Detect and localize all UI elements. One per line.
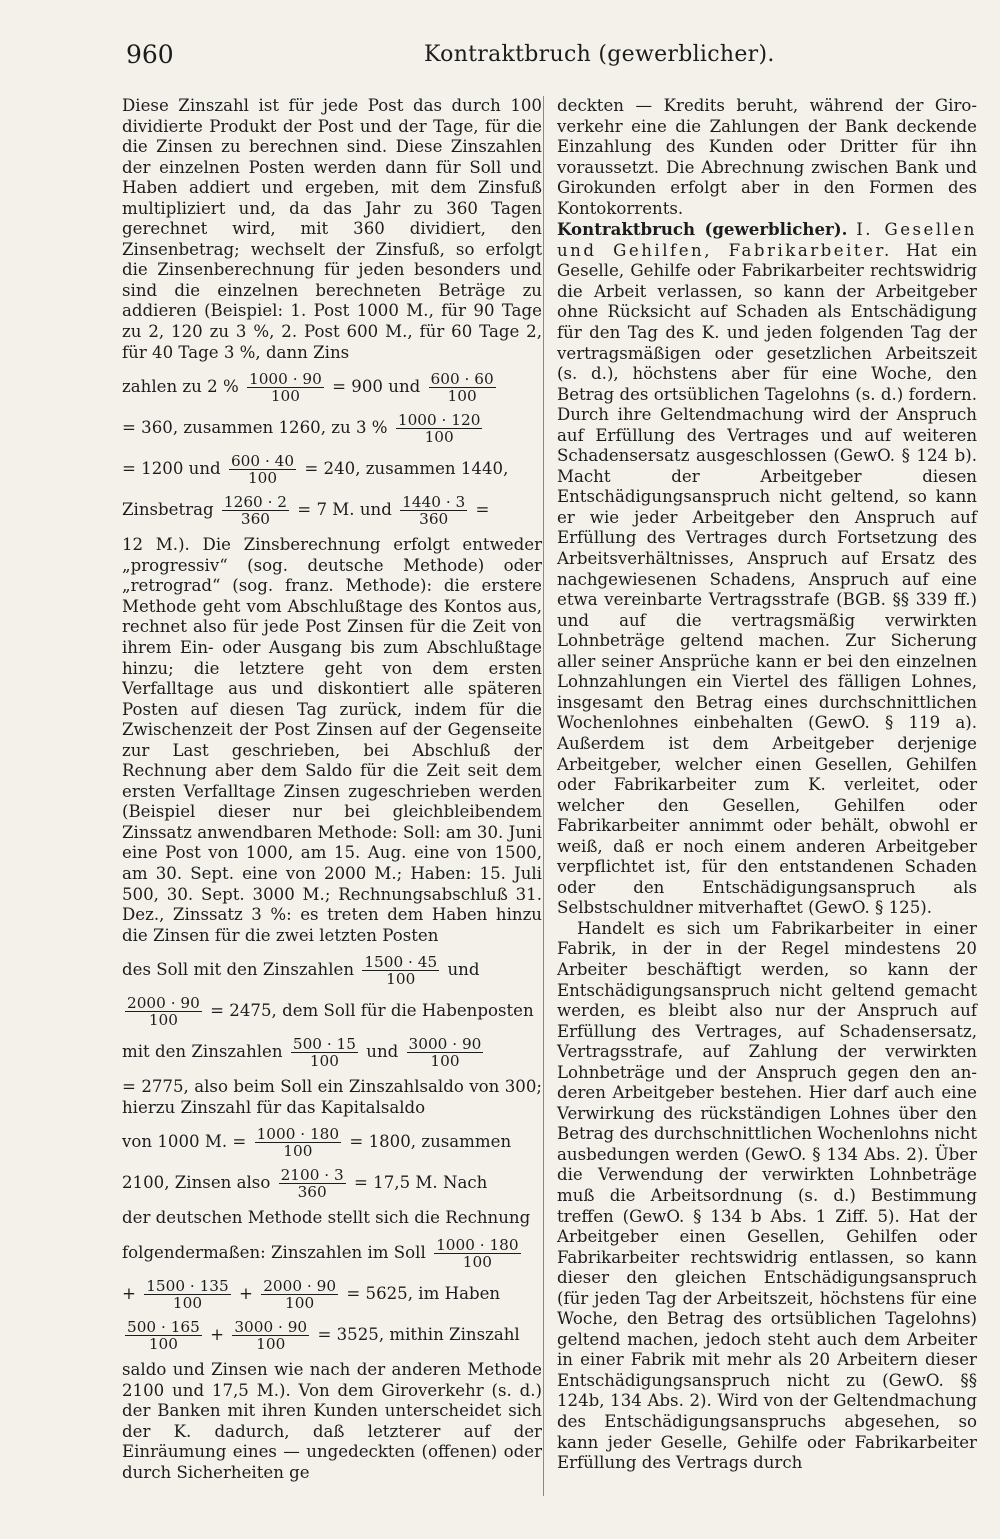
right-paragraph-1: deckten — Kredits beruht, während der Giroverkehr eine die Zahlungen der Bank deckende Einzahlung des Kunden oder Dritter für ihn voraussetzt. Die Abrechnung zwischen Bank und Girokunden erfolgt aber in den Formen des Kontokorrents. [557,96,977,218]
fraction [144,1278,231,1311]
denominator: 100 [386,970,416,989]
denominator: 100 [309,1052,339,1071]
equation-text: = 2475, dem Soll für die Habenposten [210,1001,534,1021]
equation-text: = 360, zusammen 1260, zu 3 % [122,418,388,438]
equation-line-9 [122,1167,542,1200]
equation-text: folgendermaßen: Zinszahlen im Soll [122,1242,426,1262]
equation-line-2 [122,412,542,445]
equation-text: des Soll mit den Zinszahlen [122,960,355,980]
denominator: 100 [283,1142,313,1161]
numerator: 3000 · 90 [408,1035,482,1054]
numerator: 500 · 165 [127,1318,200,1337]
numerator: 2100 · 3 [280,1166,344,1185]
numerator: 1000 · 180 [436,1235,519,1254]
equation-line-8 [122,1126,542,1159]
equation-text: = 3525, mithin Zinszahl [317,1325,520,1345]
equation-line-1 [122,371,542,404]
fraction [400,494,467,527]
denominator: 360 [297,1183,327,1202]
equation-text: und [366,1042,399,1062]
running-head: Kontraktbruch (gewerblicher). [424,42,775,67]
equation-line-7 [122,1036,542,1069]
equation-text: = 1200 und [122,459,221,479]
denominator: 100 [172,1294,203,1313]
equation-line-3 [122,453,542,486]
equation-text: + [210,1325,225,1345]
equation-text: von 1000 M. = [122,1132,247,1152]
equation-text: = 900 und [332,377,421,397]
fraction [429,371,496,404]
equation-text: = 5625, im Haben [346,1284,501,1304]
equation-text: = 240, zusammen 1440, [304,459,509,479]
denominator: 100 [148,1335,178,1354]
fraction [255,1126,342,1159]
fraction [279,1167,346,1200]
left-paragraph-1: Diese Zinszahl ist für jede Post das durch 100 dividierte Produkt der Post und der Tage, für die die Zinsen zu berechnen sind. Diese Zinszahlen der einzelnen Posten werden dann für Soll und Haben addiert und ergeben, mit dem Zinsfuß multipliziert und, da das Jahr zu 360 Tagen gerechnet wird, mit 360 dividiert, den Zinsenbetrag; wechselt der Zinsfuß, so erfolgt die Zinsenberechnung für jeden besonders und sind die einzelnen berechneten Beträge zu addieren (Beispiel: 1. Post 1000 M., für 90 Tage zu 2, 120 zu 3 %, 2. Post 600 M., für 60 Tage 2, für 40 Tage 3 %, dann Zins [122,96,542,362]
left-paragraph-3: = 2775, also beim Soll ein Zinszahlsaldo von 300; hierzu Zinszahl für das Kapitalsaldo [122,1077,542,1117]
denominator: 100 [148,1011,178,1030]
denominator: 100 [285,1294,315,1313]
equation-text: und [447,960,480,980]
numerator: 1500 · 45 [364,953,438,972]
denominator: 100 [462,1252,492,1271]
denominator: 100 [447,387,477,406]
fraction [362,954,439,987]
denominator: 100 [256,1335,286,1354]
numerator: 1000 · 90 [249,370,322,389]
numerator: 2000 · 90 [263,1277,337,1295]
fraction [229,453,296,486]
equation-line-11 [122,1278,542,1311]
equation-text: = 7 M. und [297,500,392,520]
equation-line-10 [122,1237,542,1270]
denominator: 100 [430,1052,460,1071]
entry-title: Kontraktbruch (gewerblicher). [557,219,848,240]
numerator: 1000 · 120 [397,411,481,430]
fraction [232,1319,309,1352]
numerator: 3000 · 90 [234,1318,308,1337]
equation-text: + [122,1284,136,1304]
fraction [247,371,324,404]
equation-line-5 [122,954,542,987]
numerator: 1000 · 180 [256,1125,340,1144]
numerator: 600 · 60 [430,370,494,389]
fraction [222,494,289,527]
equation-text: mit den Zinszahlen [122,1042,283,1062]
left-paragraph-5: saldo und Zinsen wie nach der anderen Methode 2100 und 17,5 M.). Von dem Giroverkehr (s. d.) der Banken mit ihren Kunden unterscheidet sich der K. dadurch, daß letzterer auf der Einräumung eines — ungedeckten (offenen) oder durch Sicherheiten ge [122,1360,542,1482]
left-column [122,96,542,1483]
equation-text: zahlen zu 2 % [122,377,239,397]
equation-line-6 [122,995,542,1028]
denominator: 360 [240,510,271,529]
entry-paragraph [557,219,977,919]
numerator: 1500 · 135 [146,1277,229,1295]
equation-text: = 1800, zusammen [349,1132,512,1152]
denominator: 100 [270,387,300,406]
equation-text: = [475,500,490,520]
left-paragraph-4: der deutschen Methode stellt sich die Rechnung [122,1208,531,1228]
numerator: 500 · 15 [292,1035,356,1054]
equation-text: Zinsbetrag [122,500,214,520]
numerator: 600 · 40 [230,452,295,471]
equation-line-4 [122,494,542,527]
numerator: 2000 · 90 [127,994,200,1013]
left-paragraph-2: 12 M.). Die Zinsberechnung erfolgt entweder „progressiv“ (sog. deutsche Methode) oder „retrograd“ (sog. franz. Methode): die erstere Methode geht vom Abschlußtage des Kontos aus, rechnet also für jede Post Zinsen für die Zeit von ihrem Ein- oder Ausgang bis zum Abschlußtage hinzu; die letztere geht von dem ersten Verfalltage aus und diskontiert alle späteren Posten auf diesen Tag zurück, indem für die Zwischenzeit der Post Zinsen auf der Gegenseite zur Last geschrieben, bei Abschluß der Rechnung aber dem Saldo für die Zeit seit dem ersten Verfalltage Zinsen zugeschrieben werden (Beispiel dieser nur bei gleichbleibendem Zinssatz anwendbaren Methode: Soll: am 30. Juni eine Post von 1000, am 15. Aug. eine von 1500, am 30. Sept. eine von 2000 M.; Haben: 15. Juli 500, 30. Sept. 3000 M.; Rechnungsabschluß 31. Dez., Zinssatz 3 %: es treten dem Haben hinzu die Zinsen für die zwei letzten Posten [122,535,542,945]
numerator: 1260 · 2 [223,493,288,512]
fraction [125,1319,202,1352]
fraction [291,1036,358,1069]
entry-text: Hat ein Geselle, Gehilfe oder Fabrikarbeiter rechtswidrig die Arbeit verlassen, so kann der Arbeitgeber ohne Rücksicht auf Schaden als Entschädigung für den Tag des K. und jeden folgenden Tag der vertragsmäßigen oder gesetzlichen Arbeitszeit (s. d.), höchstens aber für eine Woche, den Betrag des ortsüblichen Tagelohns (s. d.) fordern. Durch ihre Geltendmachung wird der Anspruch auf Erfüllung des Vertrages und auf weiteren Schadensersatz ausgeschlossen (GewO. § 124 b). Macht der Arbeitgeber diesen Entschädigungsanspruch nicht geltend, so kann er wie jeder Arbeitgeber den Anspruch auf Erfüllung des Vertrages durch Fortsetzung des Arbeitsverhältnisses, Anspruch auf Ersatz des nachgewiesenen Schadens, Anspruch auf eine etwa vereinbarte Vertragsstrafe (BGB. §§ 339 ff.) und auf die vertragsmäßig verwirkten Lohnbeträge geltend machen. Zur Sicherung aller seiner Ansprüche kann er bei den einzelnen Lohnzahlungen ein Viertel des fälligen Lohnes, insgesamt den Betrag eines durchschnittlichen Wochenlohnes einbehalten (GewO. § 119 a). Außerdem ist dem Arbeitgeber derjenige Arbeitgeber, welcher einen Gesellen, Gehilfen oder Fabrikarbeiter zum K. verleitet, oder welcher den Gesellen, Gehilfen oder Fabrikarbeiter annimmt oder behält, obwohl er weiß, daß er noch einem anderen Arbeitgeber verpflichtet ist, für den entstandenen Schaden oder den Entschädigungsanspruch als Selbstschuldner mitverhaftet (GewO. § 125). [557,240,978,918]
equation-text: 2100, Zinsen also [122,1173,271,1193]
right-column [557,96,977,1474]
column-divider [543,96,544,1496]
equation-line-12 [122,1319,542,1352]
fraction [434,1237,521,1270]
fraction [261,1278,338,1311]
denominator: 100 [247,469,278,488]
denominator: 100 [424,428,454,447]
denominator: 360 [419,510,449,529]
equation-text: + [239,1284,253,1304]
fraction [125,995,202,1028]
entry-subheading: I. Gesellen und Gehilfen, Fabrikarbeiter. [557,220,977,260]
right-paragraph-3: Handelt es sich um Fabrikarbeiter in einer Fabrik, in der in der Regel mindestens 20 Arbeiter beschäftigt werden, so kann der Entschädigungsanspruch nicht geltend gemacht werden, es bleibt also nur der Anspruch auf Erfüllung des Vertrages, auf Schadensersatz, Vertragsstrafe, auf Zahlung der verwirkten Lohnbeträge und der Anspruch gegen den anderen Arbeitgeber bestehen. Hier darf auch eine Verwirkung des rückständigen Lohnes über den Betrag des durchschnittlichen Wochenlohns nicht ausbedungen werden (GewO. § 134 Abs. 2). Über die Verwendung der verwirkten Lohnbeträge muß die Arbeitsordnung (s. d.) Bestimmung treffen (GewO. § 134 b Abs. 1 Ziff. 5). Hat der Arbeitgeber einen Gesellen, Gehilfen oder Fabrikarbeiter rechtswidrig entlassen, so kann dieser den gleichen Entschädigungsanspruch (für jeden Tag der Arbeitszeit, höchstens für eine Woche, den Betrag des ortsüblichen Tagelohns) geltend machen, jedoch steht auch dem Arbeiter in einer Fabrik mit mehr als 20 Arbeitern dieser Entschädigungsanspruch nicht zu (GewO. §§ 124b, 134 Abs. 2). Wird von der Geltendmachung des Entschädigungsanspruchs abgesehen, so kann jeder Geselle, Gehilfe oder Fabrikarbeiter Erfüllung des Vertrags durch [557,918,977,1473]
page-number: 960 [126,40,174,69]
fraction [396,412,483,445]
equation-text: = 17,5 M. Nach [354,1173,488,1193]
numerator: 1440 · 3 [402,493,466,512]
fraction [407,1036,484,1069]
page-header [126,40,960,74]
